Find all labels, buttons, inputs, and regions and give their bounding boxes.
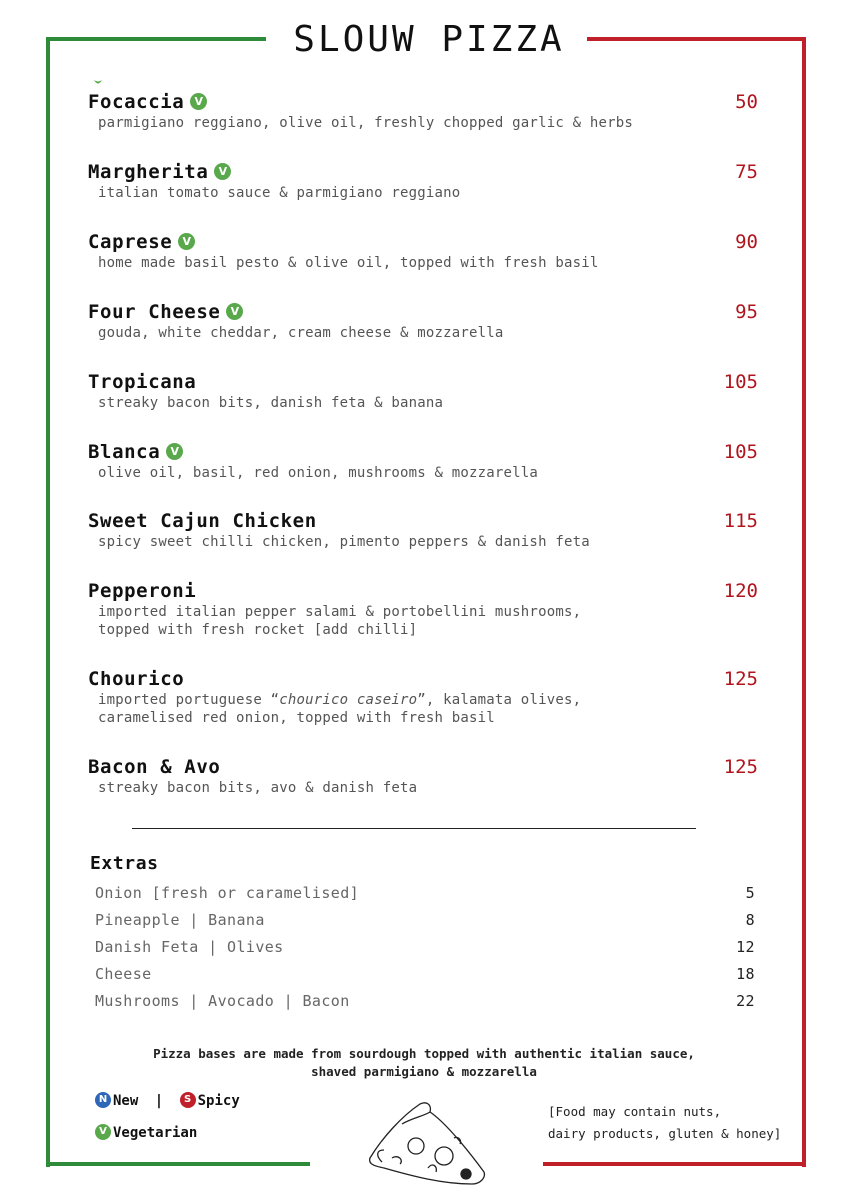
desc-text: imported portuguese “ xyxy=(98,692,280,708)
legend-row-vegetarian xyxy=(95,1123,240,1155)
section-divider xyxy=(132,828,696,829)
item-name: Focaccia xyxy=(88,91,185,113)
extra-price: 5 xyxy=(745,884,755,902)
extras-row xyxy=(95,992,755,1019)
vegetarian-badge-icon: V xyxy=(166,443,183,460)
legend-row-new-spicy xyxy=(95,1091,240,1123)
menu-item-pepperoni xyxy=(88,579,758,639)
menu-item-tropicana xyxy=(88,370,758,412)
frame-right-line xyxy=(802,37,806,1167)
item-description-line1: imported italian pepper salami & portobellini mushrooms, xyxy=(98,604,582,620)
item-name: Pepperoni xyxy=(88,580,197,602)
menu-item-caprese xyxy=(88,230,758,272)
legend-separator: | xyxy=(154,1093,164,1109)
allergy-line1: [Food may contain nuts, xyxy=(548,1104,722,1119)
item-price: 115 xyxy=(723,510,758,532)
frame-bottom-right-line xyxy=(543,1162,806,1166)
frame-top-left-line xyxy=(46,37,266,41)
extra-label: Pineapple | Banana xyxy=(95,911,265,929)
legend-vegetarian-label: Vegetarian xyxy=(113,1125,198,1141)
frame-left-line xyxy=(46,37,50,1167)
pizza-slice-icon xyxy=(362,1098,492,1190)
legend-new-label: New xyxy=(113,1093,139,1109)
item-description: italian tomato sauce & parmigiano reggiano xyxy=(98,185,461,201)
extra-price: 12 xyxy=(736,938,755,956)
allergy-note xyxy=(548,1101,781,1145)
frame-bottom-left-line xyxy=(46,1162,310,1166)
vegetarian-badge-icon: V xyxy=(95,1124,111,1140)
item-price: 90 xyxy=(735,231,758,253)
item-price: 75 xyxy=(735,161,758,183)
note-line2: shaved parmigiano & mozzarella xyxy=(311,1064,537,1079)
item-price: 95 xyxy=(735,301,758,323)
item-name: Tropicana xyxy=(88,371,197,393)
sourdough-note xyxy=(90,1045,758,1081)
frame-top-right-line xyxy=(587,37,806,41)
item-name: Caprese xyxy=(88,231,173,253)
desc-italic-text: chourico caseiro xyxy=(279,692,418,708)
legend xyxy=(95,1091,240,1155)
extras-row xyxy=(95,938,755,965)
extra-label: Danish Feta | Olives xyxy=(95,938,284,956)
extra-label: Mushrooms | Avocado | Bacon xyxy=(95,992,350,1010)
menu-item-focaccia xyxy=(88,90,758,132)
item-price: 125 xyxy=(723,668,758,690)
menu-item-margherita xyxy=(88,160,758,202)
menu-item-bacon-avo xyxy=(88,755,758,797)
item-name: Sweet Cajun Chicken xyxy=(88,510,317,532)
extras-row xyxy=(95,884,755,911)
leaf-icon xyxy=(93,78,103,86)
item-description-line2: topped with fresh rocket [add chilli] xyxy=(98,622,418,638)
menu-title: SLOUW PIZZA xyxy=(293,19,565,60)
allergy-line2: dairy products, gluten & honey] xyxy=(548,1126,782,1141)
item-description: streaky bacon bits, avo & danish feta xyxy=(98,780,418,796)
menu-item-sweet-cajun-chicken xyxy=(88,509,758,551)
item-name: Margherita xyxy=(88,161,209,183)
item-price: 125 xyxy=(723,756,758,778)
menu-item-chourico xyxy=(88,667,758,727)
item-price: 50 xyxy=(735,91,758,113)
item-price: 105 xyxy=(723,441,758,463)
extra-label: Cheese xyxy=(95,965,152,983)
note-line1: Pizza bases are made from sourdough topped with authentic italian sauce, xyxy=(153,1046,695,1061)
extra-price: 22 xyxy=(736,992,755,1010)
new-badge-icon: N xyxy=(95,1092,111,1108)
vegetarian-badge-icon: V xyxy=(190,93,207,110)
item-name: Chourico xyxy=(88,668,185,690)
extras-row xyxy=(95,911,755,938)
item-description: parmigiano reggiano, olive oil, freshly chopped garlic & herbs xyxy=(98,115,633,131)
extra-price: 18 xyxy=(736,965,755,983)
vegetarian-badge-icon: V xyxy=(226,303,243,320)
item-description: gouda, white cheddar, cream cheese & mozzarella xyxy=(98,325,504,341)
extra-price: 8 xyxy=(745,911,755,929)
spicy-badge-icon: S xyxy=(180,1092,196,1108)
item-name: Bacon & Avo xyxy=(88,756,221,778)
item-name: Blanca xyxy=(88,441,161,463)
menu-item-four-cheese xyxy=(88,300,758,342)
item-name: Four Cheese xyxy=(88,301,221,323)
extras-row xyxy=(95,965,755,992)
item-description-line1 xyxy=(98,691,658,709)
item-description: spicy sweet chilli chicken, pimento peppers & danish feta xyxy=(98,534,590,550)
extras-heading: Extras xyxy=(90,853,159,874)
item-price: 105 xyxy=(723,371,758,393)
menu-item-blanca xyxy=(88,440,758,482)
item-description: home made basil pesto & olive oil, topped with fresh basil xyxy=(98,255,599,271)
item-description-line2: caramelised red onion, topped with fresh basil xyxy=(98,710,495,726)
item-description: streaky bacon bits, danish feta & banana xyxy=(98,395,444,411)
desc-text: ”, kalamata olives, xyxy=(417,692,582,708)
vegetarian-badge-icon: V xyxy=(178,233,195,250)
item-price: 120 xyxy=(723,580,758,602)
vegetarian-badge-icon: V xyxy=(214,163,231,180)
extra-label: Onion [fresh or caramelised] xyxy=(95,884,360,902)
item-description: olive oil, basil, red onion, mushrooms & mozzarella xyxy=(98,465,539,481)
legend-spicy-label: Spicy xyxy=(197,1093,240,1109)
extras-list xyxy=(95,884,755,1019)
